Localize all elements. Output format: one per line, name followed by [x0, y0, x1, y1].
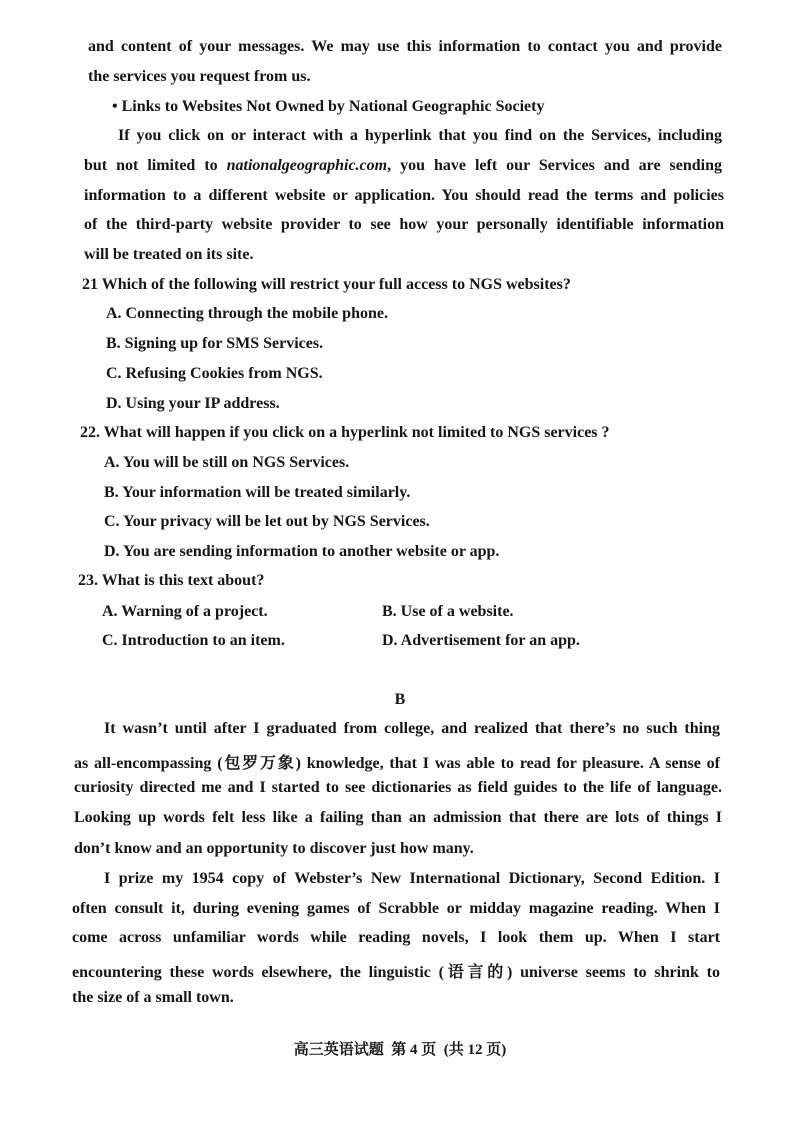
- answer-option: D. Advertisement for an app.: [382, 632, 580, 649]
- passage-b-line: come across unfamiliar words while reading novels, I look them up. When I start: [72, 929, 720, 946]
- passage-b-line: It wasn’t until after I graduated from college, and realized that there’s no such thing: [104, 720, 720, 737]
- passage-a-line: [84, 157, 722, 175]
- passage-b-line: encountering these words elsewhere, the linguistic (语言的) universe seems to shrink to: [72, 964, 720, 981]
- answer-option: A. You will be still on NGS Services.: [104, 454, 350, 471]
- question-stem: 23. What is this text about?: [78, 572, 265, 589]
- answer-option: A. Connecting through the mobile phone.: [106, 305, 388, 322]
- section-label: B: [394, 691, 406, 708]
- passage-b-line: the size of a small town.: [72, 989, 234, 1006]
- answer-option: C. Your privacy will be let out by NGS Services.: [104, 513, 430, 530]
- passage-a-line: will be treated on its site.: [84, 246, 254, 263]
- passage-b-line: don’t know and an opportunity to discover just how many.: [74, 840, 474, 857]
- passage-a-line: If you click on or interact with a hyperlink that you find on the Services, including: [118, 127, 722, 144]
- website-name: nationalgeographic.com: [226, 157, 388, 174]
- question-stem: 22. What will happen if you click on a hyperlink not limited to NGS services ?: [80, 424, 610, 441]
- passage-a-line: of the third-party website provider to see how your personally identifiable information: [84, 216, 724, 233]
- answer-option: C. Refusing Cookies from NGS.: [106, 365, 323, 382]
- text-segment: , you have left our Services and are sending: [387, 157, 722, 174]
- passage-b-line: curiosity directed me and I started to see dictionaries as field guides to the life of language.: [74, 779, 722, 796]
- answer-option: B. Use of a website.: [382, 603, 514, 620]
- passage-b-line: Looking up words felt less like a failing than an admission that there are lots of things I: [74, 809, 722, 826]
- answer-option: A. Warning of a project.: [102, 603, 268, 620]
- bullet-heading-text: Links to Websites Not Owned by National Geographic Society: [121, 98, 545, 115]
- question-stem: 21 Which of the following will restrict your full access to NGS websites?: [82, 276, 571, 293]
- answer-option: D. Using your IP address.: [106, 395, 280, 412]
- bullet-heading: [112, 98, 544, 116]
- text-segment: but not limited to: [84, 157, 227, 174]
- bullet-icon: •: [112, 98, 118, 115]
- answer-option: C. Introduction to an item.: [102, 632, 285, 649]
- passage-b-line: I prize my 1954 copy of Webster’s New International Dictionary, Second Edition. I: [104, 870, 720, 887]
- passage-a-line: information to a different website or application. You should read the terms and policies: [84, 187, 724, 204]
- answer-option: D. You are sending information to another website or app.: [104, 543, 500, 560]
- passage-b-line: as all-encompassing (包罗万象) knowledge, that I was able to read for pleasure. A sense of: [74, 755, 720, 772]
- page-footer: 高三英语试题 第 4 页 (共 12 页): [293, 1042, 507, 1058]
- answer-option: B. Signing up for SMS Services.: [106, 335, 324, 352]
- answer-option: B. Your information will be treated similarly.: [104, 484, 411, 501]
- passage-a-line: and content of your messages. We may use this information to contact you and provide: [88, 38, 722, 55]
- passage-b-line: often consult it, during evening games of Scrabble or midday magazine reading. When I: [72, 900, 720, 917]
- passage-a-line: the services you request from us.: [88, 68, 311, 85]
